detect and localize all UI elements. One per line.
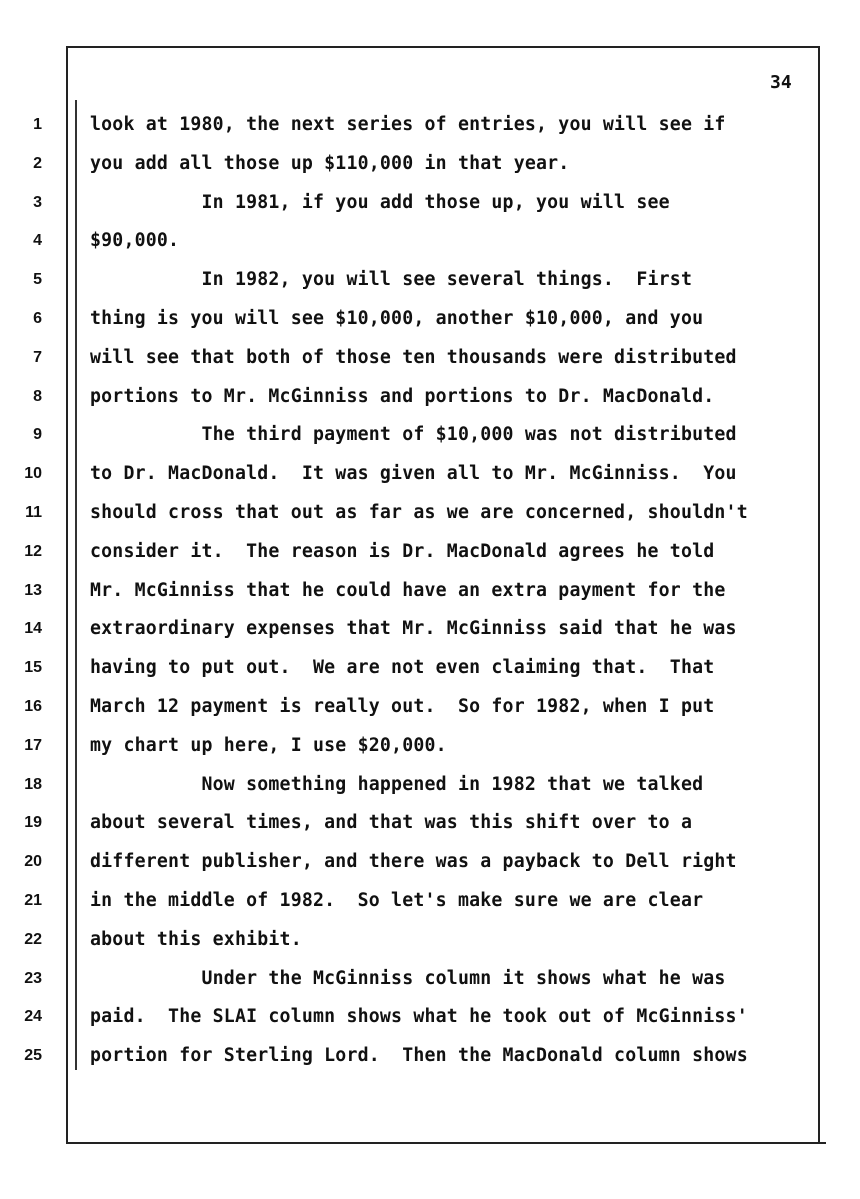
transcript-line: will see that both of those ten thousands were distributed: [90, 347, 737, 368]
line-number: 2: [33, 155, 42, 172]
transcript-line: portions to Mr. McGinniss and portions to Dr. MacDonald.: [90, 386, 715, 407]
transcript-line: in the middle of 1982. So let's make sure we are clear: [90, 890, 704, 911]
line-number: 11: [25, 504, 42, 521]
transcript-line: The third payment of $10,000 was not distributed: [90, 424, 737, 445]
transcript-line: different publisher, and there was a payback to Dell right: [90, 851, 737, 872]
line-number-margin-rule: [75, 100, 77, 1070]
transcript-line: should cross that out as far as we are concerned, shouldn't: [90, 502, 748, 523]
line-number: 15: [24, 659, 42, 676]
line-number: 13: [24, 582, 42, 599]
transcript-line: paid. The SLAI column shows what he took out of McGinniss': [90, 1006, 748, 1027]
frame-top-border: [66, 46, 818, 48]
line-number: 12: [24, 543, 42, 560]
frame-bottom-border: [66, 1142, 826, 1144]
transcript-line: having to put out. We are not even claiming that. That: [90, 657, 715, 678]
line-number: 9: [33, 426, 42, 443]
transcript-line: consider it. The reason is Dr. MacDonald agrees he told: [90, 541, 715, 562]
line-number: 17: [24, 737, 42, 754]
transcript-line: Mr. McGinniss that he could have an extra payment for the: [90, 580, 726, 601]
transcript-line: about several times, and that was this shift over to a: [90, 812, 693, 833]
line-number: 23: [24, 970, 42, 987]
transcript-line: my chart up here, I use $20,000.: [90, 735, 447, 756]
line-number: 8: [33, 388, 42, 405]
line-number: 7: [33, 349, 42, 366]
transcript-line: March 12 payment is really out. So for 1982, when I put: [90, 696, 715, 717]
transcript-line: extraordinary expenses that Mr. McGinniss said that he was: [90, 618, 737, 639]
line-number: 25: [24, 1047, 42, 1064]
transcript-line: you add all those up $110,000 in that year.: [90, 153, 570, 174]
transcript-line: In 1982, you will see several things. First: [90, 269, 693, 290]
transcript-line: In 1981, if you add those up, you will see: [90, 192, 670, 213]
transcript-line: to Dr. MacDonald. It was given all to Mr. McGinniss. You: [90, 463, 737, 484]
transcript-line: $90,000.: [90, 230, 180, 251]
line-number: 20: [24, 853, 42, 870]
line-number: 3: [33, 194, 42, 211]
transcript-line: thing is you will see $10,000, another $10,000, and you: [90, 308, 704, 329]
frame-left-border: [66, 46, 68, 1142]
line-number: 21: [24, 892, 42, 909]
line-number: 22: [24, 931, 42, 948]
line-number: 5: [33, 271, 42, 288]
transcript-line: portion for Sterling Lord. Then the MacDonald column shows: [90, 1045, 748, 1066]
transcript-line: about this exhibit.: [90, 929, 302, 950]
transcript-line: Now something happened in 1982 that we talked: [90, 774, 704, 795]
transcript-line: Under the McGinniss column it shows what he was: [90, 968, 726, 989]
line-number: 24: [24, 1008, 42, 1025]
transcript-line: look at 1980, the next series of entries, you will see if: [90, 114, 726, 135]
line-number: 14: [24, 620, 42, 637]
frame-right-border: [818, 46, 820, 1142]
page-number: 34: [770, 72, 792, 93]
line-number: 4: [33, 232, 42, 249]
line-number: 18: [24, 776, 42, 793]
line-number: 19: [24, 814, 42, 831]
line-number: 16: [24, 698, 42, 715]
line-number: 6: [33, 310, 42, 327]
line-number: 10: [24, 465, 42, 482]
line-number: 1: [33, 116, 42, 133]
